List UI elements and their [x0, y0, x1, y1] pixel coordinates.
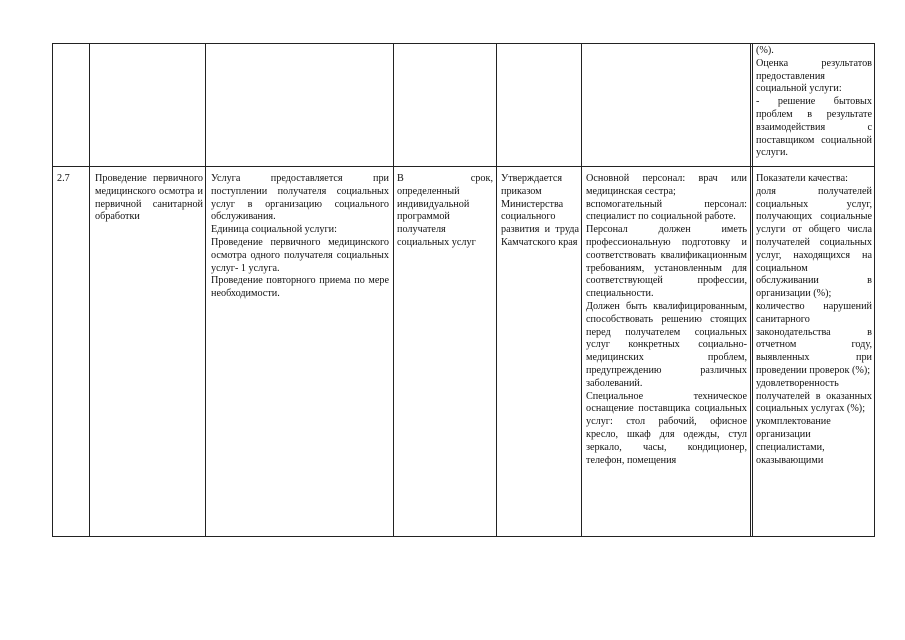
description-line: Проведение повторного приема по мере необходимости. — [211, 275, 389, 300]
description-line: Проведение первичного медицинского осмотра одного получателя социальных услуг- 1 услуга. — [211, 236, 389, 274]
description-line: Единица социальной услуги: — [211, 224, 337, 236]
quality-line: - решение бытовых проблем в результате взаимодействия с поставщиком социальной услуги. — [756, 96, 872, 159]
description-line: Услуга предоставляется при поступлении получателя социальных услуг в организацию социального обслуживания. — [211, 173, 389, 223]
conditions-line: Должен быть квалифицированным, способствовать решению стоящих перед получателем социальных услуг конкретных социально-медицинских проблем, предупреждению различных заболеваний. — [586, 300, 747, 389]
row-number: 2.7 — [57, 173, 70, 184]
quality-line: (%). — [756, 45, 774, 56]
service-name — [95, 173, 203, 224]
conditions-line: Персонал должен иметь профессиональную подготовку и соответствовать квалификационным требованиям, установленным для соответствующей профессии, специальности. — [586, 224, 747, 300]
quality-line: Оценка результатов предоставления социальной услуги: — [756, 57, 872, 95]
quality-line: количество нарушений санитарного законодательства в отчетном году, выявленных при проведении проверок (%); — [756, 300, 872, 376]
quality-line: Показатели качества: — [756, 173, 848, 184]
column-divider — [750, 44, 751, 536]
row-divider — [53, 166, 874, 167]
term-text: В срок, определенный индивидуальной программой получателя социальных услуг — [397, 173, 493, 248]
column-divider — [89, 44, 90, 536]
service-quality — [756, 173, 872, 537]
quality-line: удовлетворенность получателей в оказанных социальных услугах (%); — [756, 377, 872, 415]
quality-line: доля получателей социальных услуг, получающих социальные услуги от общего числа получателей социальных услуг, находящихся на социальном обслуживании в организации (%); — [756, 185, 872, 300]
services-table — [52, 43, 875, 537]
column-divider — [752, 44, 753, 536]
service-description — [211, 173, 389, 301]
conditions-line: Специальное техническое оснащение поставщика социальных услуг: стол рабочий, офисное кресло, шкаф для одежды, стул зеркало, часы, кондиционер, телефон, помещения — [586, 390, 747, 466]
quality-cell-continued — [756, 45, 872, 160]
service-name-text: Проведение первичного медицинского осмотра и первичной санитарной обработки — [95, 173, 203, 223]
conditions-line: вспомогательный персонал: специалист по социальной работе. — [586, 198, 747, 223]
service-conditions — [586, 173, 747, 537]
column-divider — [205, 44, 206, 536]
column-divider — [581, 44, 582, 536]
service-term — [397, 173, 493, 250]
column-divider — [393, 44, 394, 536]
conditions-line: Основной персонал: врач или медицинская сестра; — [586, 173, 747, 197]
column-divider — [496, 44, 497, 536]
tariff-text: Утверждается приказом Министерства социального развития и труда Камчатского края — [501, 173, 579, 248]
service-tariff — [501, 173, 579, 250]
quality-line: укомплектование организации специалистами, оказывающими — [756, 416, 831, 466]
